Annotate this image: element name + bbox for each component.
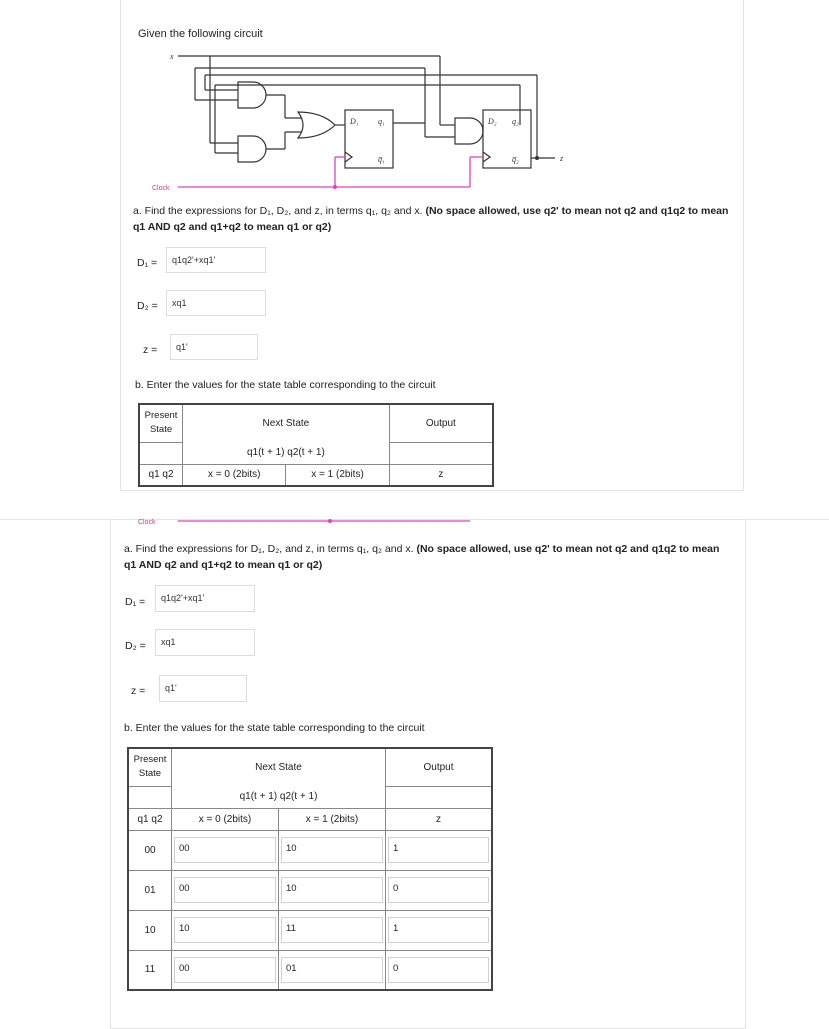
state-table-top xyxy=(138,403,494,487)
question-b-text: b. Enter the values for the state table corresponding to the circuit xyxy=(135,379,436,391)
table-row xyxy=(128,830,492,870)
ff2-qbar-label: q̅₂ xyxy=(512,155,519,164)
table-row xyxy=(128,870,492,910)
present-state-cell: 01 xyxy=(128,870,172,910)
ff1-qbar-label: q̅₁ xyxy=(378,155,385,164)
clock-line-bottom xyxy=(0,515,829,527)
present-state-cell: 00 xyxy=(128,830,172,870)
d1-label-bottom: D₁ = xyxy=(125,596,146,608)
question-a-text: a. Find the expressions for D₁, D₂, and z, in terms q₁, q₂ and x. (No space allowed, use q2' to mean not q2 and q1q2 to mean q1 AND q2 and q1+q2 to mean q1 or q2) xyxy=(133,205,729,233)
d1-input-bottom[interactable]: q1q2'+xq1' xyxy=(155,585,255,612)
question-b-text-bottom: b. Enter the values for the state table corresponding to the circuit xyxy=(124,722,425,734)
z-header: z xyxy=(389,464,493,486)
z-label: z = xyxy=(143,344,158,356)
x0-header-bottom: x = 0 (2bits) xyxy=(172,808,279,830)
ff1-q-label: q₁ xyxy=(378,117,385,126)
clock-label: Clock xyxy=(152,185,170,192)
next-state-header-bottom: Next State xyxy=(172,748,386,786)
next-state-x1-input[interactable]: 10 xyxy=(281,837,383,863)
present-state-header-bottom: Present State xyxy=(128,748,172,786)
ff1-d-label: D₁ xyxy=(350,117,359,126)
output-input[interactable]: 0 xyxy=(388,957,489,983)
table-row xyxy=(128,950,492,990)
z-label-bottom: z = xyxy=(131,685,146,697)
z-header-bottom: z xyxy=(386,808,493,830)
next-state-x1-input[interactable]: 01 xyxy=(281,957,383,983)
present-state-header: Present State xyxy=(139,404,183,442)
z-input-bottom[interactable]: q1' xyxy=(159,675,247,702)
d1-label: D₁ = xyxy=(137,257,158,269)
next-state-x1-input[interactable]: 11 xyxy=(281,917,383,943)
output-input[interactable]: 1 xyxy=(388,837,489,863)
next-state-header: Next State xyxy=(183,404,390,442)
state-table-bottom xyxy=(127,747,493,991)
x-input-label: x xyxy=(170,52,174,61)
output-header: Output xyxy=(389,404,493,442)
present-state-subheader-bottom: q1 q2 xyxy=(128,808,172,830)
present-state-cell: 11 xyxy=(128,950,172,990)
ff2-d-label: D₂ xyxy=(488,117,497,126)
output-input[interactable]: 0 xyxy=(388,877,489,903)
next-state-x0-input[interactable]: 10 xyxy=(174,917,276,943)
d2-input-bottom[interactable]: xq1 xyxy=(155,629,255,656)
present-state-cell: 10 xyxy=(128,910,172,950)
clock-label-bottom: Clock xyxy=(138,519,156,526)
d2-label: D₂ = xyxy=(137,300,158,312)
next-state-x0-input[interactable]: 00 xyxy=(174,877,276,903)
x0-header: x = 0 (2bits) xyxy=(183,464,286,486)
z-input[interactable]: q1' xyxy=(170,334,258,360)
d2-input[interactable]: xq1 xyxy=(166,290,266,316)
next-state-subheader-bottom: q1(t + 1) q2(t + 1) xyxy=(172,786,386,808)
ff2-q-label: q₂ xyxy=(512,117,519,126)
next-state-x0-input[interactable]: 00 xyxy=(174,957,276,983)
next-state-subheader: q1(t + 1) q2(t + 1) xyxy=(183,442,390,464)
output-header-bottom: Output xyxy=(386,748,493,786)
next-state-x0-input[interactable]: 00 xyxy=(174,837,276,863)
present-state-subheader: q1 q2 xyxy=(139,464,183,486)
d2-label-bottom: D₂ = xyxy=(125,640,146,652)
z-output-label: z xyxy=(560,154,564,163)
output-input[interactable]: 1 xyxy=(388,917,489,943)
d1-input[interactable]: q1q2'+xq1' xyxy=(166,247,266,273)
question-a-text-bottom: a. Find the expressions for D₁, D₂, and z, in terms q₁, q₂ and x. (No space allowed, use q2' to mean not q2 and q1q2 to mean q1 AND q2 and q1+q2 to mean q1 or q2) xyxy=(124,543,720,571)
x1-header: x = 1 (2bits) xyxy=(286,464,389,486)
next-state-x1-input[interactable]: 10 xyxy=(281,877,383,903)
x1-header-bottom: x = 1 (2bits) xyxy=(279,808,386,830)
table-row xyxy=(128,910,492,950)
intro-text: Given the following circuit xyxy=(138,28,263,40)
